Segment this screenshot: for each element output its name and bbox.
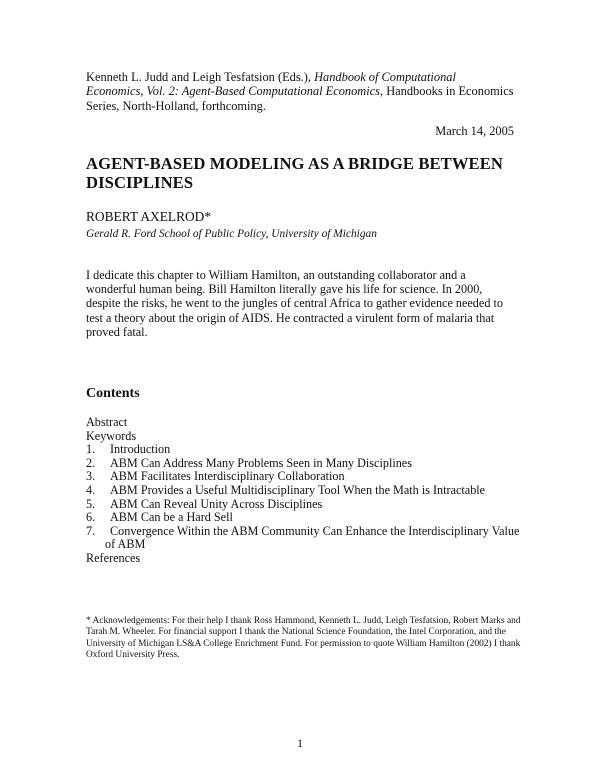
toc-item-label: ABM Facilitates Interdisciplinary Collaboration (110, 469, 345, 484)
toc-item-label: ABM Can be a Hard Sell (110, 510, 233, 525)
acknowledgements-footnote: * Acknowledgements: For their help I thank Ross Hammond, Kenneth L. Judd, Leigh Tesfatsion, Robert Marks and Tarah M. Wheeler. For financial support I thank the National Science Foundation, the Intel Corporation, and the University of Michigan LS&A College Enrichment Fund. For permission to quote William Hamilton (2002) I thank Oxford University Press. (86, 616, 521, 661)
page-number: 1 (297, 736, 303, 750)
toc-item-label: Introduction (110, 442, 171, 457)
toc-item-number: 4. (86, 482, 96, 497)
toc-item-label: ABM Can Reveal Unity Across Disciplines (110, 496, 323, 511)
dedication-paragraph: I dedicate this chapter to William Hamilton, an outstanding collaborator and a wonderful human being. Bill Hamilton literally gave his life for science. In 2000, despite the risks, he went to the jungles of central Africa to gather evidence needed to test a theory about the origin of AIDS. He contracted a virulent form of malaria that proved fatal. (86, 268, 503, 339)
toc-item-label: ABM Can Address Many Problems Seen in Many Disciplines (110, 455, 412, 470)
toc-item[interactable] (86, 470, 526, 484)
toc-item-number: 3. (86, 469, 96, 484)
toc-item-number: 1. (86, 442, 96, 457)
toc-keywords[interactable]: Keywords (86, 428, 137, 443)
toc-item[interactable] (86, 525, 526, 539)
author-affiliation: Gerald R. Ford School of Public Policy, University of Michigan (86, 228, 377, 240)
citation (86, 70, 516, 113)
toc-item-number: 6. (86, 510, 96, 525)
contents-heading: Contents (86, 386, 140, 401)
toc-abstract[interactable]: Abstract (86, 415, 128, 429)
citation-editors: Kenneth L. Judd and Leigh Tesfatsion (Eds.), (86, 70, 315, 84)
toc-item-number: 5. (86, 496, 96, 511)
citation-rest: , Handbooks in Economics Series, North-Holland, forthcoming. (86, 84, 514, 113)
date: March 14, 2005 (435, 124, 514, 138)
toc-item[interactable] (86, 443, 526, 457)
toc-item-number: 2. (86, 455, 96, 470)
table-of-contents (86, 416, 526, 566)
toc-item-number: 7. (86, 523, 96, 538)
toc-item[interactable] (86, 498, 526, 512)
toc-item-continuation: of ABM (105, 537, 146, 552)
toc-item-label: ABM Provides a Useful Multidisciplinary Tool When the Math is Intractable (110, 482, 486, 497)
paper-title: AGENT-BASED MODELING AS A BRIDGE BETWEEN DISCIPLINES (86, 154, 503, 192)
toc-item[interactable] (86, 484, 526, 498)
toc-references[interactable]: References (86, 550, 141, 565)
author-name: ROBERT AXELROD* (86, 209, 212, 224)
citation-book-title: Handbook of Computational Economics, Vol. 2: Agent-Based Computational Economics (86, 70, 456, 99)
toc-item[interactable] (86, 511, 526, 525)
toc-item[interactable] (86, 457, 526, 471)
toc-item-label: Convergence Within the ABM Community Can Enhance the Interdisciplinary Value (110, 523, 520, 538)
